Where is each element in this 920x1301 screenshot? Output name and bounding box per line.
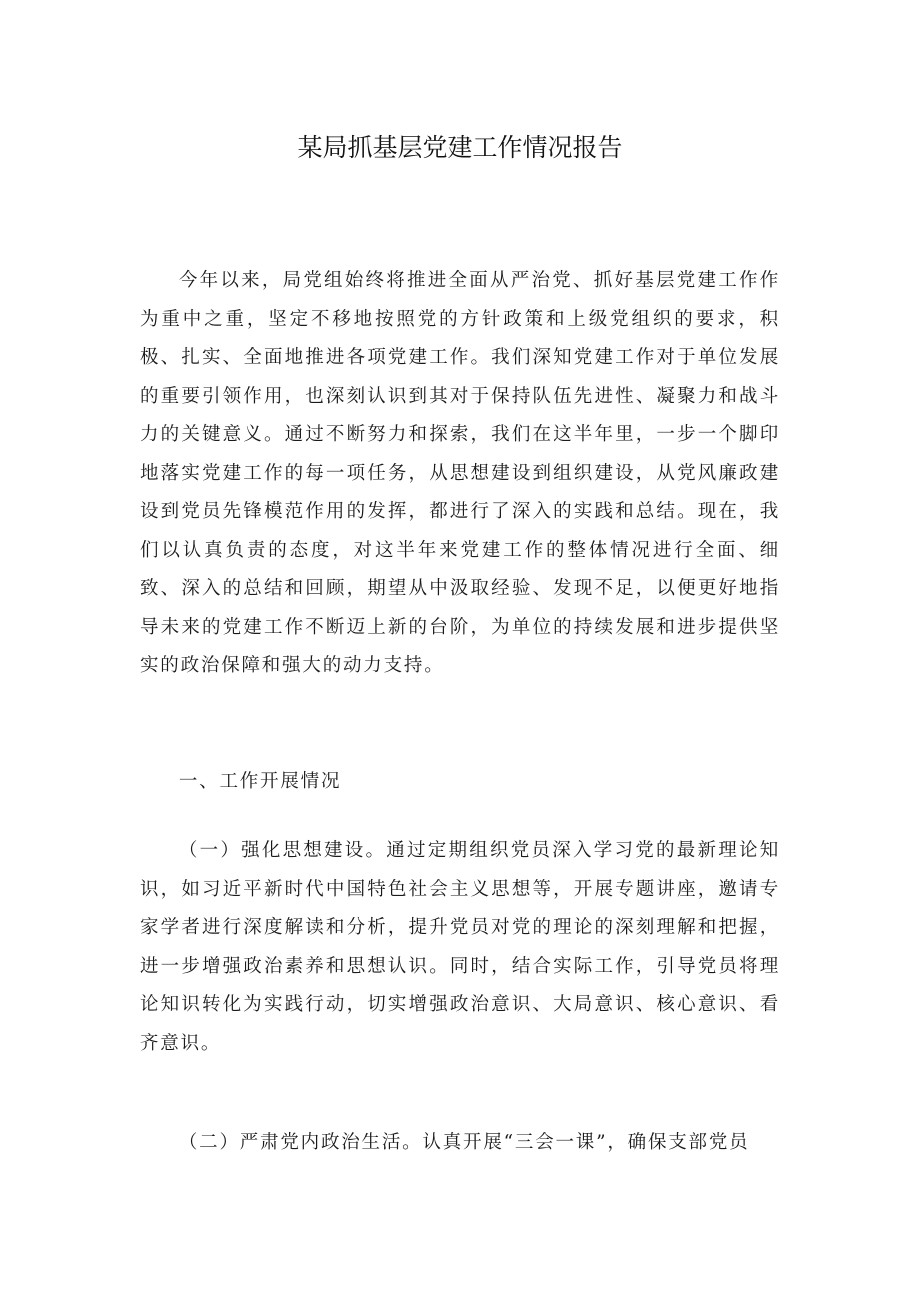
section-heading: 一、工作开展情况 <box>178 771 342 792</box>
item-two-paragraph: （二）严肃党内政治生活。认真开展“三会一课”，确保支部党员 <box>178 1132 750 1153</box>
intro-paragraph: 今年以来，局党组始终将推进全面从严治党、抓好基层党建工作作为重中之重，坚定不移地按照党的方针政策和上级党组织的要求，积极、扎实、全面地推进各项党建工作。我们深知党建工作对于单位发展的重要引领作用，也深刻认识到其对于保持队伍先进性、凝聚力和战斗力的关键意义。通过不断努力和探索，我们在这半年里，一步一个脚印地落实党建工作的每一项任务，从思想建设到组织建设，从党风廉政建设到党员先锋模范作用的发挥，都进行了深入的实践和总结。现在，我们以认真负责的态度，对这半年来党建工作的整体情况进行全面、细致、深入的总结和回顾，期望从中汲取经验、发现不足，以便更好地指导未来的党建工作不断迈上新的台阶，为单位的持续发展和进步提供坚实的政治保障和强大的动力支持。 <box>140 270 780 676</box>
item-one-paragraph: （一）强化思想建设。通过定期组织党员深入学习党的最新理论知识，如习近平新时代中国特色社会主义思想等，开展专题讲座，邀请专家学者进行深度解读和分析，提升党员对党的理论的深刻理解和把握，进一步增强政治素养和思想认识。同时，结合实际工作，引导党员将理论知识转化为实践行动，切实增强政治意识、大局意识、核心意识、看齐意识。 <box>140 840 780 1054</box>
document-title: 某局抓基层党建工作情况报告 <box>297 133 623 162</box>
